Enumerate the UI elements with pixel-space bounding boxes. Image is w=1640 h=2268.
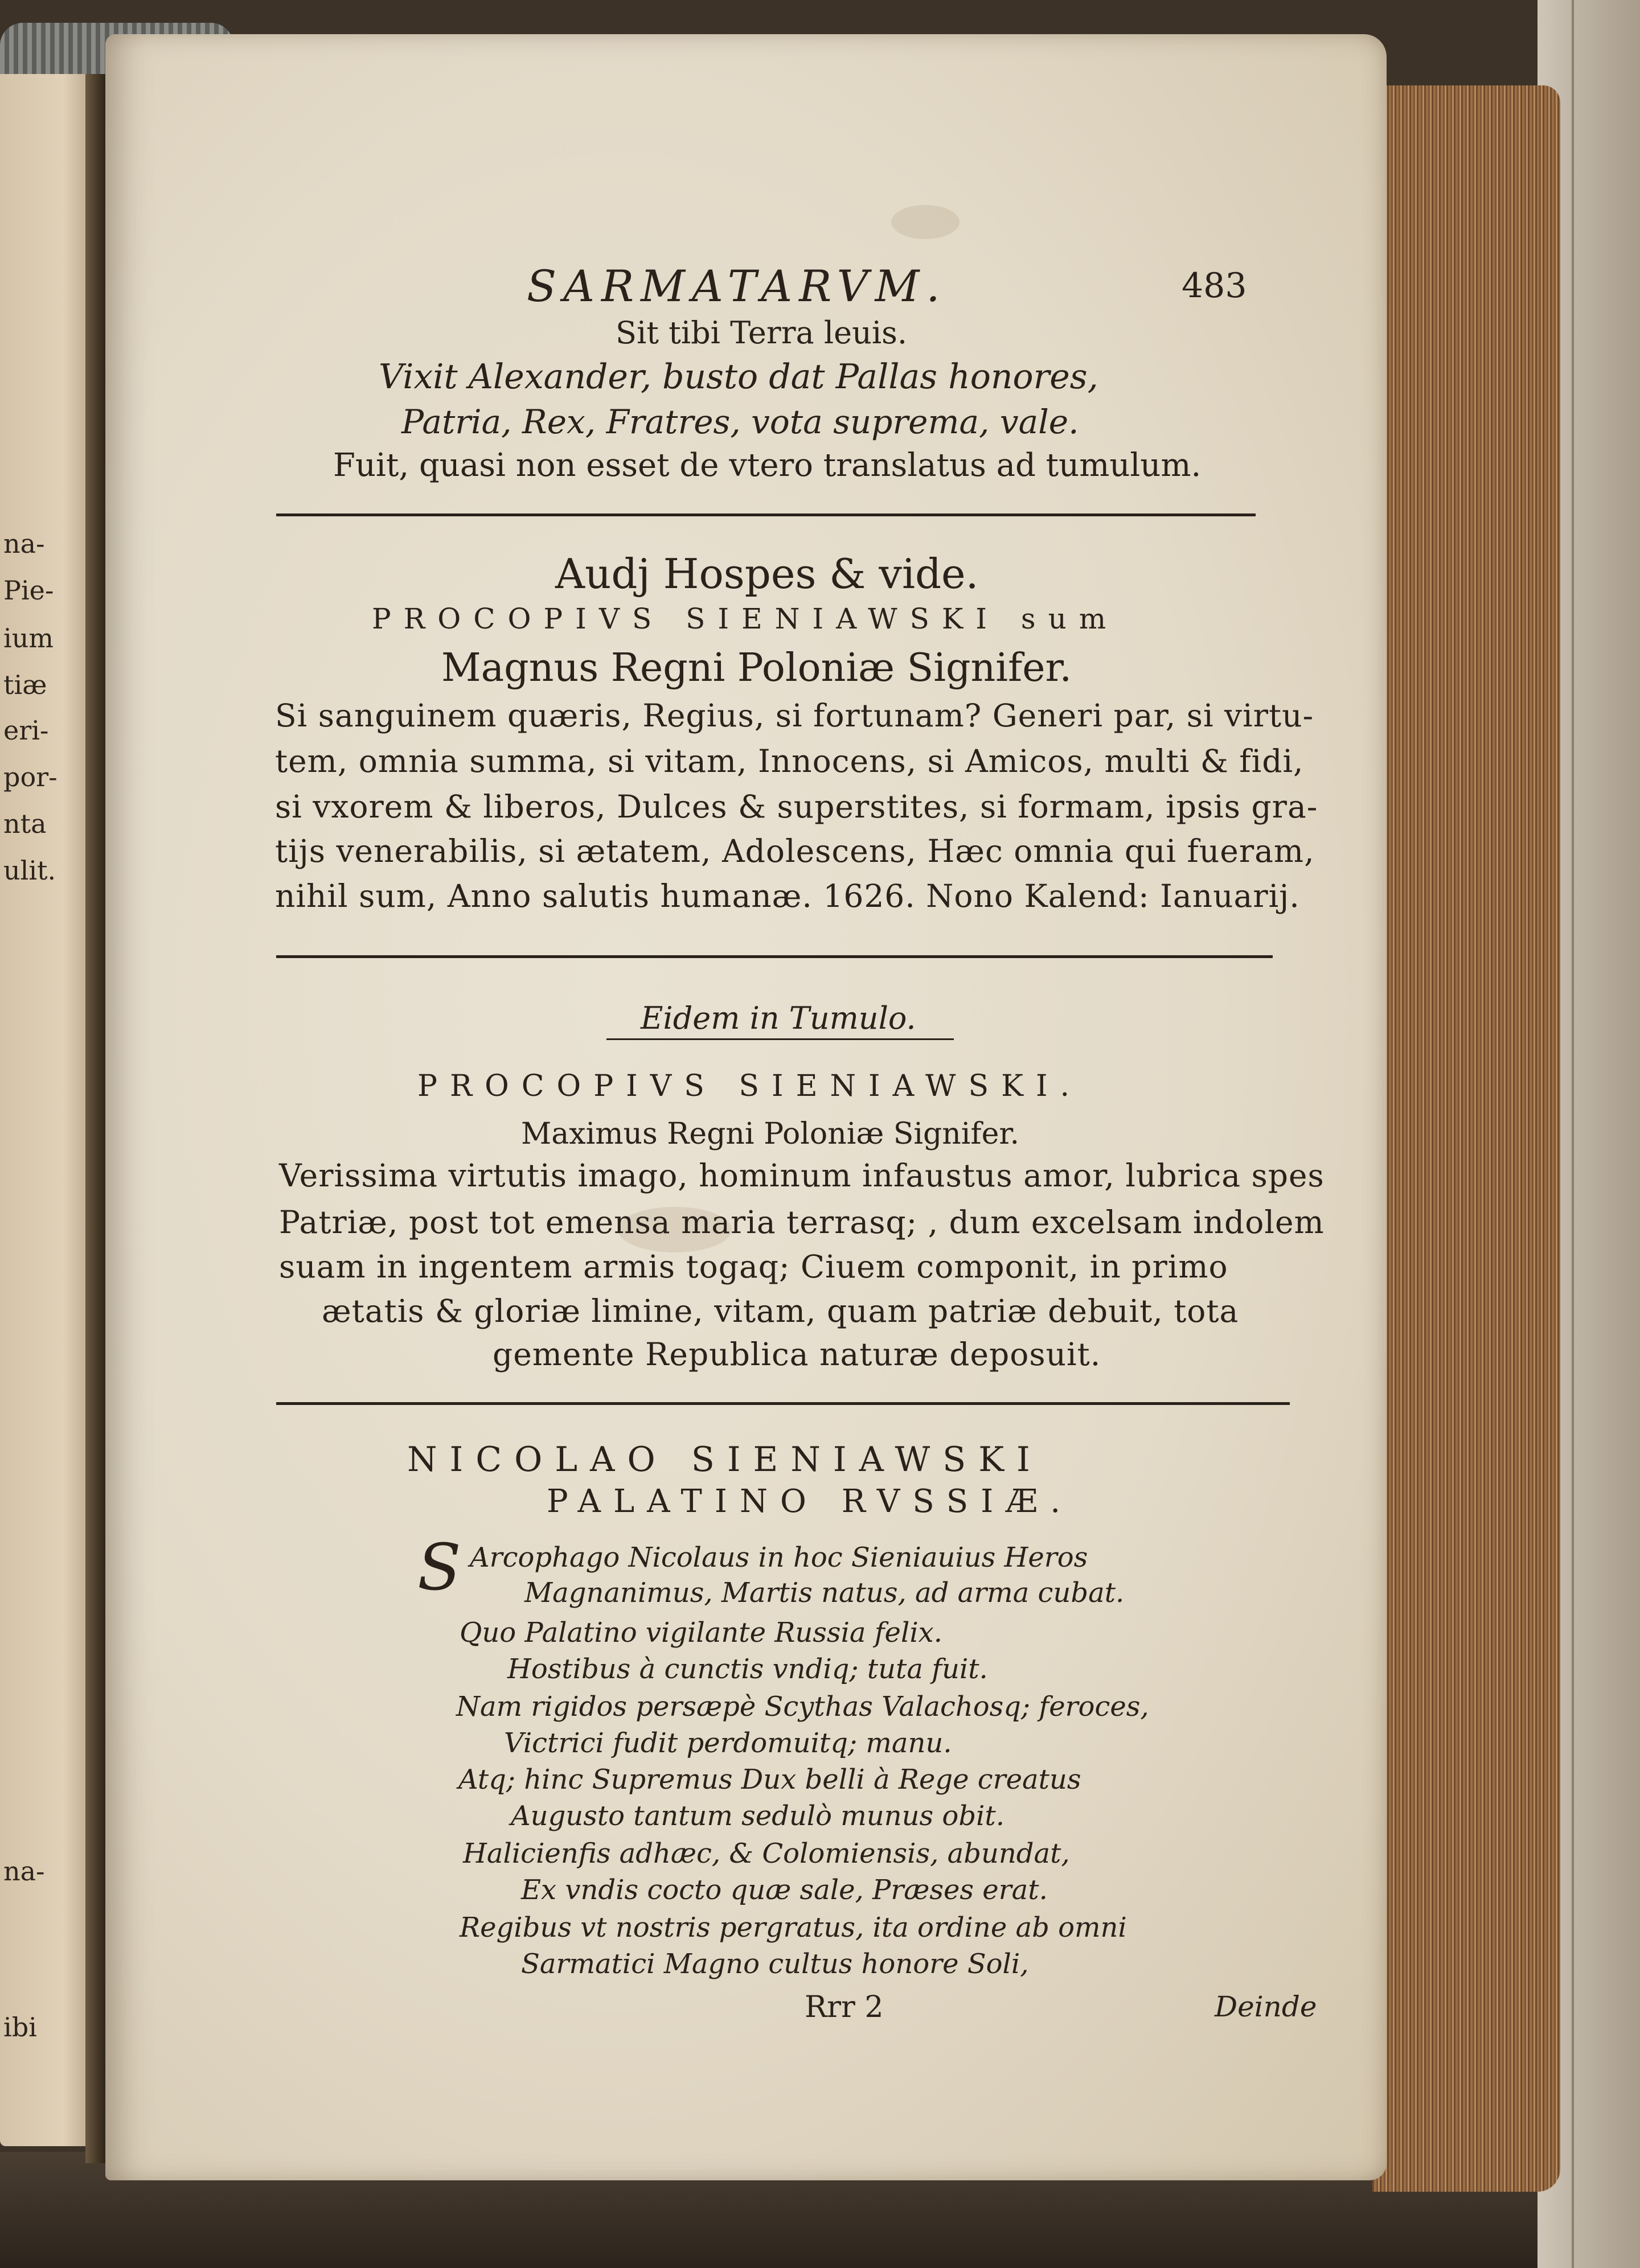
epitaph-3-line: suam in ingentem armis togaq; Ciuem componit, in primo [279, 1248, 1228, 1285]
epitaph-4-title: NICOLAO SIENIAWSKI [407, 1440, 1043, 1480]
page-edges [1372, 85, 1560, 2192]
left-fragment: na- [3, 1856, 45, 1887]
drop-cap: S [417, 1531, 461, 1605]
left-fragment: nta [3, 808, 47, 839]
verse-line: Regibus vt nostris pergratus, ita ordine ab omni [460, 1912, 1127, 1944]
epitaph-2-name: PROCOPIVS SIENIAWSKI sum [372, 602, 1119, 635]
verse-line: Arcophago Nicolaus in hoc Sieniauius Heros [470, 1542, 1088, 1573]
left-fragment: Pie- [3, 575, 54, 606]
left-fragment: ulit. [3, 855, 56, 886]
epitaph-3-name: PROCOPIVS SIENIAWSKI. [417, 1069, 1083, 1103]
verse-line: Sarmatici Magno cultus honore Soli, [521, 1948, 1029, 1980]
epitaph-1-line: Patria, Rex, Fratres, vota suprema, vale. [401, 402, 1079, 441]
verse-line: Augusto tantum sedulò munus obit. [511, 1800, 1004, 1832]
left-fragment: tiæ [3, 669, 47, 700]
epitaph-3-heading: Eidem in Tumulo. [641, 1000, 916, 1036]
page-number: 483 [1182, 266, 1247, 306]
heading-underline [606, 1038, 954, 1040]
epitaph-2-line: tijs venerabilis, si ætatem, Adolescens, Hæc omnia qui fueram, [275, 833, 1315, 869]
running-head: SARMATARVM. [527, 261, 947, 311]
left-fragment: na- [3, 528, 45, 559]
epitaph-1-line: Sit tibi Terra leuis. [616, 315, 908, 351]
left-fragment: eri- [3, 715, 49, 746]
epitaph-3-line: Verissima virtutis imago, hominum infaustus amor, lubrica spes [279, 1157, 1325, 1194]
epitaph-3-line: ætatis & gloriæ limine, vitam, quam patriæ debuit, tota [322, 1293, 1239, 1329]
verse-line: Victrici fudit perdomuitq; manu. [504, 1727, 952, 1759]
left-fragment: por- [3, 762, 58, 792]
epitaph-2-line: nihil sum, Anno salutis humanæ. 1626. Nono Kalend: Ianuarij. [275, 878, 1300, 914]
paper-stain [891, 205, 960, 239]
left-fragment: ium [3, 623, 54, 654]
catchword: Deinde [1215, 1990, 1317, 2023]
signature-mark: Rrr 2 [805, 1990, 884, 2024]
epitaph-1-line: Fuit, quasi non esset de vtero translatus ad tumulum. [333, 447, 1202, 484]
section-rule [276, 955, 1273, 958]
epitaph-3-line: Patriæ, post tot emensa maria terrasq; , dum excelsam indolem [279, 1204, 1325, 1240]
epitaph-2-line: tem, omnia summa, si vitam, Innocens, si Amicos, multi & fidi, [275, 743, 1304, 779]
verse-line: Atq; hinc Supremus Dux belli à Rege creatus [458, 1764, 1081, 1796]
verse-line: Nam rigidos persæpè Scythas Valachosq; feroces, [456, 1691, 1149, 1723]
right-page [105, 34, 1387, 2180]
epitaph-4-subtitle: PALATINO RVSSIÆ. [547, 1483, 1073, 1520]
section-rule [276, 1402, 1290, 1405]
section-rule [276, 513, 1256, 516]
epitaph-3-title: Maximus Regni Poloniæ Signifer. [521, 1117, 1020, 1151]
verse-line: Magnanimus, Martis natus, ad arma cubat. [524, 1577, 1125, 1609]
verse-line: Hostibus à cunctis vndiq; tuta fuit. [507, 1653, 988, 1685]
epitaph-1-line: Vixit Alexander, busto dat Pallas honores, [379, 357, 1098, 397]
epitaph-2-line: Si sanguinem quæris, Regius, si fortunam? Generi par, si virtu- [275, 697, 1314, 734]
epitaph-2-title: Magnus Regni Poloniæ Signifer. [441, 646, 1072, 691]
verse-line: Ex vndis cocto quæ sale, Præses erat. [521, 1874, 1048, 1906]
epitaph-2-line: si vxorem & liberos, Dulces & superstites, si formam, ipsis gra- [275, 788, 1318, 825]
left-fragment: ibi [3, 2012, 37, 2043]
verse-line: Quo Palatino vigilante Russia felix. [460, 1617, 942, 1649]
verse-line: Halicienfis adhæc, & Colomiensis, abundat, [463, 1838, 1070, 1870]
epitaph-3-line: gemente Republica naturæ deposuit. [493, 1336, 1101, 1373]
epitaph-2-heading: Audj Hospes & vide. [555, 550, 979, 598]
